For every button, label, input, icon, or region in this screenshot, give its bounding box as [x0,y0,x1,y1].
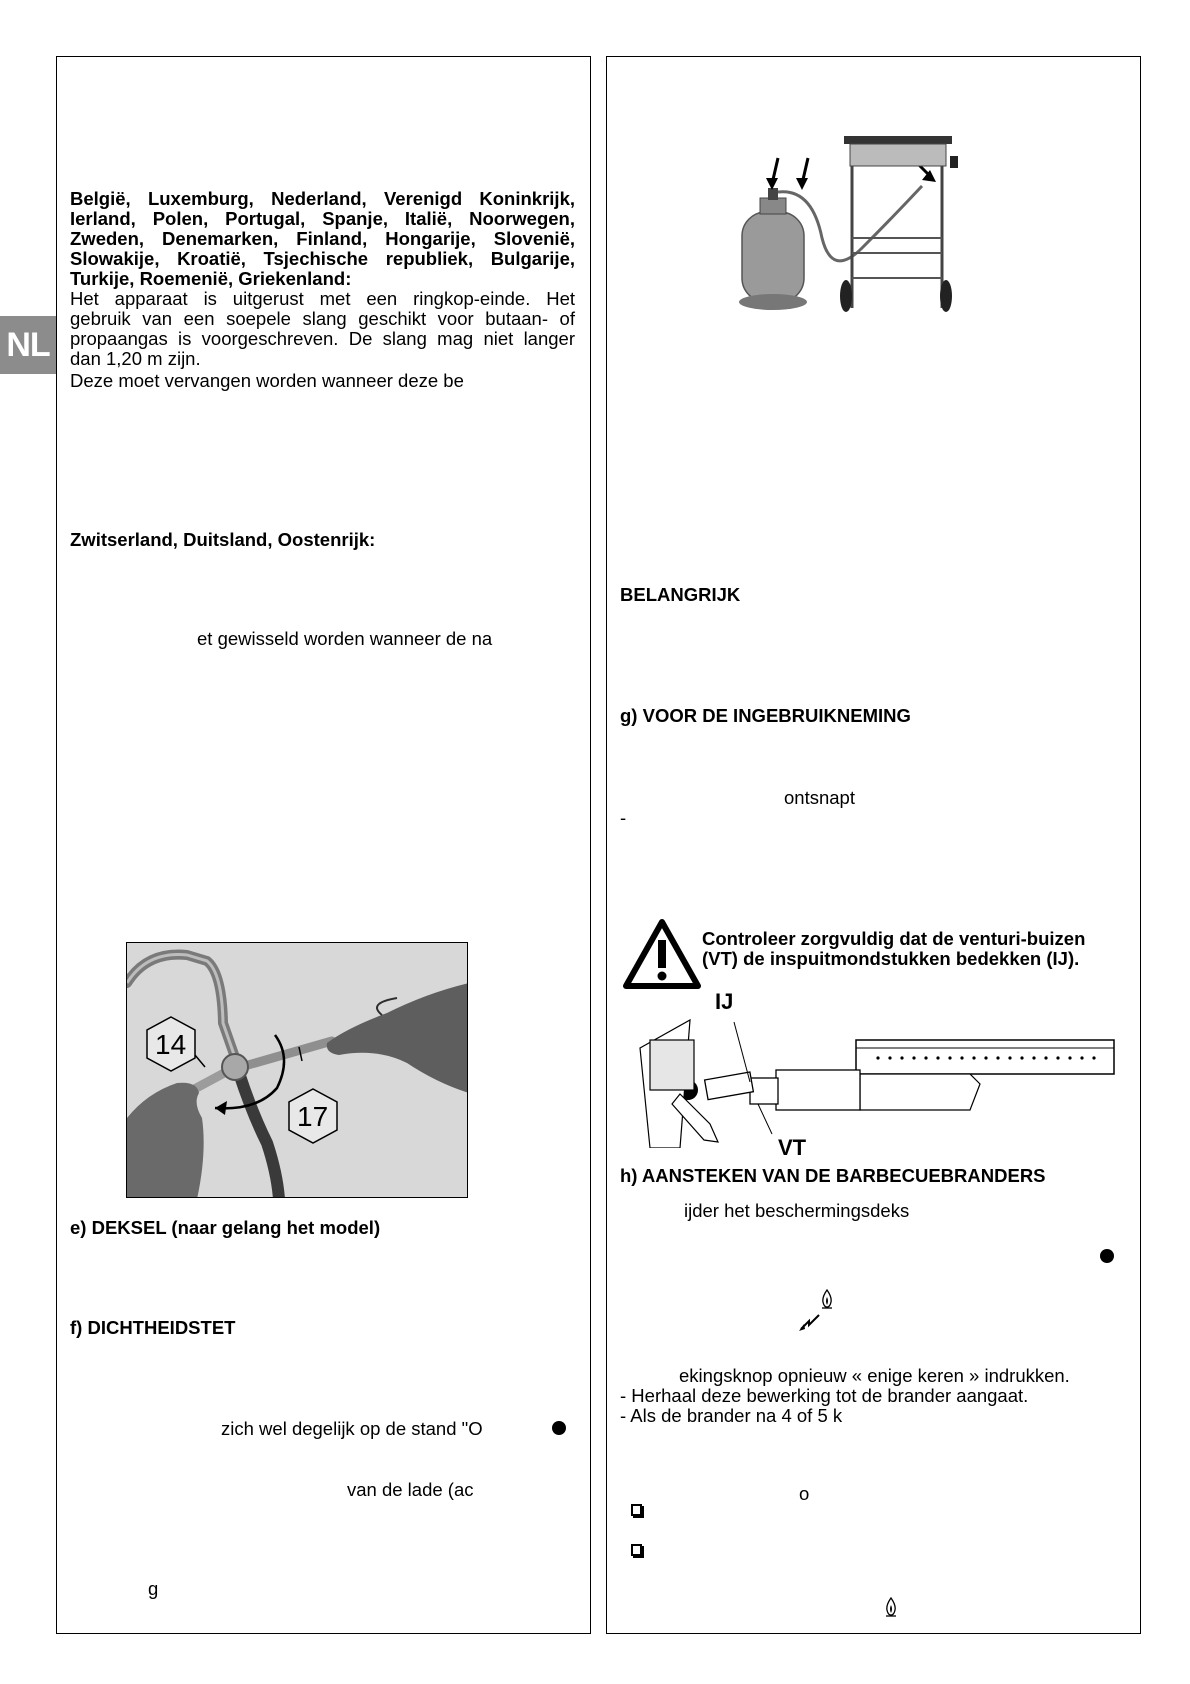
spark-icon [799,1313,821,1331]
drawer-line: van de lade (ac [347,1479,474,1500]
countries-heading-line: België, Luxemburg, Nederland, Verenigd Koninkrijk, [70,188,575,209]
repeat-line: - Herhaal deze bewerking tot de brander aangaat. [620,1385,1029,1406]
hose-paragraph [70,289,575,369]
escape-line: ontsnapt [784,787,855,808]
callout-label-17: 17 [297,1101,329,1132]
heading-before-use: g) VOOR DE INGEBRUIKNEMING [620,705,911,726]
heading-important: BELANGRIJK [620,584,741,605]
dash-line: - [620,807,627,828]
bullet-icon [1100,1249,1114,1263]
countries-heading-line: Ierland, Polen, Portugal, Spanje, Italië, Noorwegen, [70,208,575,229]
wrench-photo [126,942,468,1198]
barbecue-gas-bottle-illustration [732,128,972,328]
countries-heading-line: Zweden, Denemarken, Finland, Hongarije, Slovenië, [70,228,575,249]
o-fragment: o [799,1483,810,1504]
flame-icon [820,1289,834,1309]
warning-icon [622,918,702,990]
callout-label-14: 14 [155,1029,187,1060]
warning-text-line: (VT) de inspuitmondstukken bedekken (IJ). [702,948,1080,969]
countries-heading-line: Turkije, Roemenië, Griekenland: [70,268,352,289]
label-ij: IJ [715,989,734,1014]
heading-leak-test: f) DICHTHEIDSTET [70,1317,236,1338]
hose-line: propaangas is voorgeschreven. De slang mag niet langer [70,328,575,349]
warning-text-line: Controleer zorgvuldig dat de venturi-buizen [702,928,1086,949]
label-vt: VT [778,1135,807,1160]
hose-line: Het apparaat is uitgerust met een ringkop-einde. Het [70,288,575,309]
button-line: ekingsknop opnieuw « enige keren » indrukken. [679,1365,1070,1386]
heading-ch-de-at: Zwitserland, Duitsland, Oostenrijk: [70,529,376,550]
hose-line: dan 1,20 m zijn. [70,348,201,369]
stand-line: zich wel degelijk op de stand "O [221,1418,483,1439]
if-line: - Als de brander na 4 of 5 k [620,1405,843,1426]
flame-icon [884,1597,898,1617]
checkbox-icon [631,1504,642,1516]
heading-lighting: h) AANSTEKEN VAN DE BARBECUEBRANDERS [620,1165,1046,1186]
venturi-injector-diagram [620,998,1120,1148]
countries-heading [70,189,575,289]
bullet-icon [552,1421,566,1435]
swap-line: et gewisseld worden wanneer de na [197,628,493,649]
countries-heading-line: Slowakije, Kroatië, Tsjechische republiek, Bulgarije, [70,248,575,269]
checkbox-icon [631,1544,642,1556]
cover-line: ijder het beschermingsdeks [684,1200,910,1221]
g-fragment: g [148,1578,159,1599]
language-tab: NL [0,316,56,374]
hose-line: gebruik van een soepele slang geschikt voor butaan- of [70,308,575,329]
replace-line: Deze moet vervangen worden wanneer deze be [70,370,464,391]
heading-lid: e) DEKSEL (naar gelang het model) [70,1217,381,1238]
